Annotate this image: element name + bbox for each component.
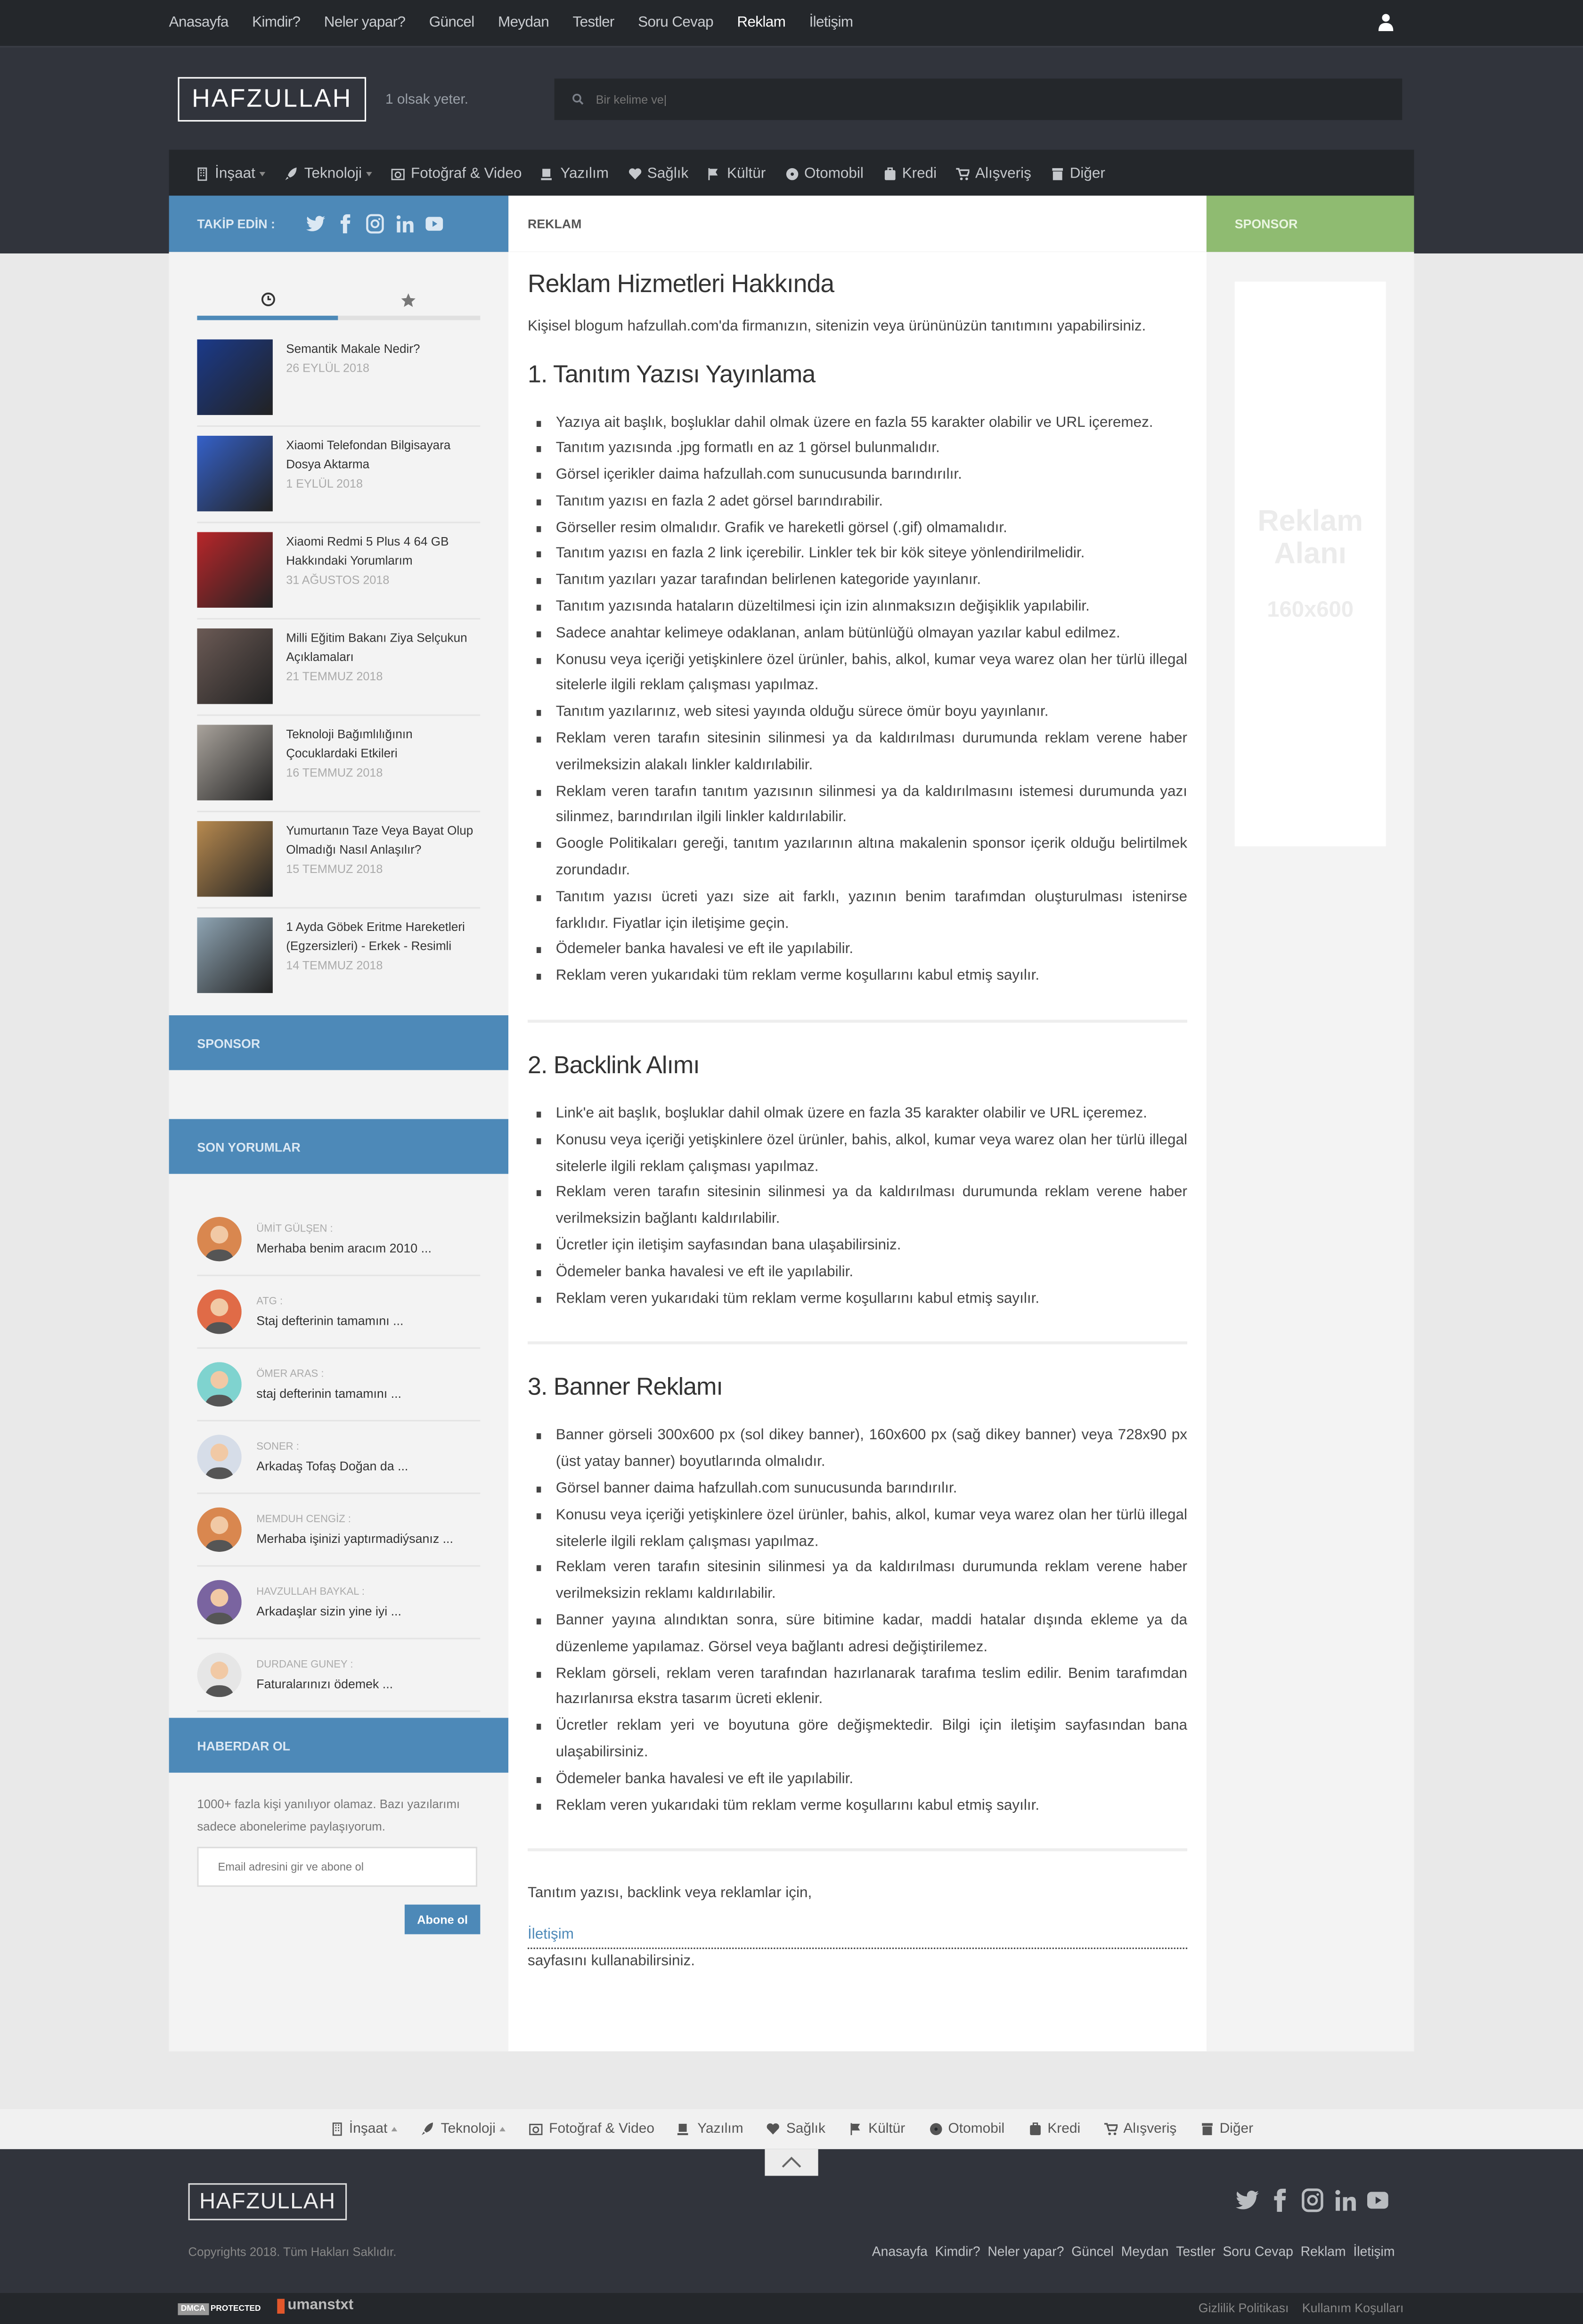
list-item: Banner görseli 300x600 px (sol dikey banner), 160x600 px (sağ dikey banner) veya 728x90 px (üst yatay banner) boyutlarında olmalıdır. bbox=[528, 1424, 1187, 1476]
footer-social-links bbox=[1235, 2188, 1390, 2213]
rocket-icon bbox=[422, 2122, 435, 2136]
ad-size: 160x600 bbox=[1267, 597, 1354, 623]
list-item: Ücretler için iletişim sayfasından bana ulaşabilirsiniz. bbox=[528, 1233, 1187, 1260]
article-section bbox=[528, 361, 1187, 990]
post-date: 21 TEMMUZ 2018 bbox=[286, 670, 383, 684]
newsletter-text: 1000+ fazla kişi yanılıyor olamaz. Bazı yazılarımı sadece abonelerime paylaşıyorum. bbox=[197, 1798, 460, 1834]
newsletter-title: HABERDAR OL bbox=[197, 1737, 291, 1753]
category-building[interactable] bbox=[330, 2121, 398, 2137]
right-sidebar bbox=[1207, 252, 1414, 2051]
category-label: Teknoloji bbox=[441, 2121, 496, 2137]
post-list-item[interactable] bbox=[197, 436, 480, 523]
comment-excerpt[interactable]: Merhaba benim aracım 2010 ... bbox=[256, 1239, 432, 1255]
list-item: Tanıtım yazısında .jpg formatlı en az 1 görsel bulunmalıdır. bbox=[528, 436, 1187, 463]
caret-up-icon bbox=[500, 2127, 506, 2131]
category-coffee[interactable] bbox=[541, 165, 608, 182]
camera-icon bbox=[392, 167, 405, 180]
section-divider bbox=[528, 1342, 1187, 1345]
comment-item[interactable] bbox=[197, 1213, 480, 1276]
list-item: Görseller resim olmalıdır. Grafik ve hareketli görsel (.gif) olmamalıdır. bbox=[528, 515, 1187, 542]
article-section bbox=[528, 1342, 1187, 1851]
coffee-icon bbox=[678, 2122, 691, 2136]
dashboard-icon bbox=[785, 167, 798, 180]
section-divider bbox=[528, 1849, 1187, 1851]
post-thumbnail[interactable] bbox=[197, 339, 272, 415]
footer-category-nav bbox=[0, 2109, 1583, 2149]
tab-popular[interactable] bbox=[338, 285, 479, 314]
post-date: 26 EYLÜL 2018 bbox=[286, 361, 370, 375]
comment-author: ATG : bbox=[256, 1296, 283, 1307]
comment-author: DURDANE GUNEY : bbox=[256, 1659, 353, 1670]
list-item: Reklam görseli, reklam veren tarafından hazırlanarak tarafıma teslim edilir. Benim tarafımdan hazırlanırsa ekstra tasarım ücreti eklenir. bbox=[528, 1661, 1187, 1713]
category-heart[interactable] bbox=[767, 2121, 825, 2137]
category-label: Sağlık bbox=[786, 2121, 825, 2137]
comment-author: SONER : bbox=[256, 1441, 299, 1452]
youtube-icon[interactable] bbox=[423, 213, 444, 234]
avatar bbox=[197, 1580, 241, 1624]
post-thumbnail[interactable] bbox=[197, 532, 272, 607]
search-input[interactable] bbox=[593, 91, 1340, 107]
list-item: Ücretler reklam yeri ve boyutuna göre değişmektedir. Bilgi için iletişim sayfasından bana ulaşabilirsiniz. bbox=[528, 1713, 1187, 1766]
top-nav-item[interactable]: Güncel bbox=[429, 15, 474, 32]
post-list-item[interactable] bbox=[197, 628, 480, 716]
building-icon bbox=[196, 167, 209, 180]
category-flag[interactable] bbox=[849, 2121, 905, 2137]
section-heading: 2. Backlink Alımı bbox=[528, 1052, 700, 1079]
category-label: Fotoğraf & Video bbox=[411, 165, 522, 182]
contact-link[interactable]: İletişim bbox=[528, 1923, 1187, 1950]
list-item: Ödemeler banka havalesi ve eft ile yapılabilir. bbox=[528, 938, 1187, 964]
subscribe-button[interactable]: Abone ol bbox=[405, 1905, 480, 1934]
list-item: Ödemeler banka havalesi ve eft ile yapılabilir. bbox=[528, 1766, 1187, 1793]
article bbox=[528, 264, 1187, 1975]
category-dashboard[interactable] bbox=[785, 165, 864, 182]
ad-placeholder-160x600[interactable] bbox=[1235, 282, 1386, 847]
dmca-badge[interactable] bbox=[178, 2300, 261, 2317]
category-label: Sağlık bbox=[647, 165, 689, 182]
category-archive[interactable] bbox=[1200, 2121, 1253, 2137]
category-cart[interactable] bbox=[956, 165, 1031, 182]
avatar bbox=[197, 1508, 241, 1552]
post-list-item[interactable] bbox=[197, 821, 480, 909]
category-label: Kredi bbox=[1047, 2121, 1081, 2137]
post-title[interactable]: Xiaomi Redmi 5 Plus 4 64 GB Hakkındaki Yorumlarım bbox=[286, 533, 449, 568]
flag-icon bbox=[849, 2122, 862, 2136]
category-dashboard[interactable] bbox=[929, 2121, 1005, 2137]
post-list-item[interactable] bbox=[197, 917, 480, 1003]
comment-item[interactable] bbox=[197, 1285, 480, 1349]
search-icon bbox=[572, 93, 584, 105]
briefcase-icon bbox=[883, 167, 896, 180]
top-bar bbox=[0, 0, 1583, 46]
caret-down-icon bbox=[367, 171, 373, 175]
caret-down-icon bbox=[260, 171, 266, 175]
top-nav-item[interactable]: Anasayfa bbox=[169, 15, 228, 32]
coffee-icon bbox=[541, 167, 554, 180]
breadcrumb-current: REKLAM bbox=[528, 216, 582, 231]
archive-icon bbox=[1200, 2122, 1214, 2136]
comment-excerpt[interactable]: Staj defterinin tamamını ... bbox=[256, 1312, 404, 1328]
social-links bbox=[305, 213, 444, 234]
comment-author: HAVZULLAH BAYKAL : bbox=[256, 1586, 365, 1597]
list-item: Tanıtım yazısı en fazla 2 adet görsel barındırabilir. bbox=[528, 489, 1187, 515]
ad-label: Reklam Alanı bbox=[1257, 505, 1363, 571]
footer-link[interactable]: Meydan bbox=[1121, 2244, 1169, 2259]
category-coffee[interactable] bbox=[678, 2121, 743, 2137]
top-nav-item[interactable]: Soru Cevap bbox=[638, 15, 714, 32]
heart-icon bbox=[767, 2122, 780, 2136]
comment-excerpt[interactable]: staj defterinin tamamını ... bbox=[256, 1385, 401, 1400]
comment-author: ÖMER ARAS : bbox=[256, 1369, 324, 1379]
footer-link[interactable]: İletişim bbox=[1353, 2244, 1395, 2259]
list-item: Reklam veren yukarıdaki tüm reklam verme koşullarını kabul etmiş sayılır. bbox=[528, 1793, 1187, 1819]
category-label: Kültür bbox=[727, 165, 766, 182]
tab-recent[interactable] bbox=[197, 285, 338, 314]
rocket-icon bbox=[285, 167, 298, 180]
newsletter-header bbox=[169, 1718, 508, 1772]
sponsor-title: SPONSOR bbox=[1234, 216, 1298, 231]
post-thumbnail[interactable] bbox=[197, 628, 272, 704]
footer-link[interactable]: Reklam bbox=[1300, 2244, 1346, 2259]
comment-item[interactable] bbox=[197, 1358, 480, 1421]
category-label: İnşaat bbox=[215, 165, 255, 182]
follow-bar bbox=[169, 196, 508, 252]
avatar bbox=[197, 1289, 241, 1334]
list-item: Reklam veren tarafın sitesinin silinmesi ya da kaldırılması durumunda reklam verene haber verilmeksizin bağlantı kaldırılabilir. bbox=[528, 1181, 1187, 1233]
list-item: Konusu veya içeriği yetişkinlere özel ürünler, bahis, alkol, kumar veya warez olan her türlü illegal sitelerle ilgili reklam çalışması yapılmaz. bbox=[528, 1503, 1187, 1556]
post-list-item[interactable] bbox=[197, 725, 480, 812]
clock-icon bbox=[260, 292, 275, 307]
dmca-protected-label: PROTECTED bbox=[210, 2304, 261, 2313]
list-item: Yazıya ait başlık, boşluklar dahil olmak üzere en fazla 55 karakter olabilir ve URL içeremez. bbox=[528, 410, 1187, 436]
camera-icon bbox=[530, 2122, 543, 2136]
post-title[interactable]: Semantik Makale Nedir? bbox=[286, 341, 420, 356]
category-label: Otomobil bbox=[948, 2121, 1005, 2137]
category-rocket[interactable] bbox=[422, 2121, 506, 2137]
list-item: Tanıtım yazısı ücreti yazı size ait farklı, yazının benim tarafımdan oluşturulması istenirse farklıdır. Fiyatlar için iletişime geçin. bbox=[528, 885, 1187, 938]
post-thumbnail[interactable] bbox=[197, 436, 272, 511]
category-building[interactable] bbox=[196, 165, 266, 182]
facebook-icon[interactable] bbox=[335, 213, 355, 234]
caret-up-icon bbox=[392, 2127, 398, 2131]
list-item: Görsel içerikler daima hafzullah.com sunucusunda barındırılır. bbox=[528, 463, 1187, 489]
list-item: Banner yayına alındıktan sonra, süre bitimine kadar, maddi hatalar dışında ekleme ya da düzenleme yapılamaz. Görsel veya bağlantı adresi değiştirilemez. bbox=[528, 1608, 1187, 1661]
article-outro bbox=[528, 1882, 1187, 1975]
copyright: Copyrights 2018. Tüm Hakları Saklıdır. bbox=[188, 2245, 397, 2259]
post-date: 14 TEMMUZ 2018 bbox=[286, 959, 383, 972]
dmca-label: DMCA bbox=[178, 2302, 208, 2314]
instagram-icon[interactable] bbox=[1300, 2188, 1325, 2213]
star-icon bbox=[400, 291, 416, 308]
main-content bbox=[508, 252, 1207, 2051]
post-title[interactable]: Yumurtanın Taze Veya Bayat Olup Olmadığı Nasıl Anlaşılır? bbox=[286, 823, 473, 857]
avatar bbox=[197, 1653, 241, 1697]
category-briefcase[interactable] bbox=[883, 165, 937, 182]
cart-icon bbox=[1104, 2122, 1118, 2136]
list-item: Konusu veya içeriği yetişkinlere özel ürünler, bahis, alkol, kumar veya warez olan her türlü illegal sitelerle ilgili reklam çalışması yapılmaz. bbox=[528, 647, 1187, 700]
footer-links bbox=[872, 2244, 1395, 2259]
top-nav bbox=[169, 15, 877, 31]
legal-link[interactable]: Gizlilik Politikası bbox=[1198, 2300, 1289, 2316]
site-tagline: 1 olsak yeter. bbox=[385, 92, 469, 108]
comment-item[interactable] bbox=[197, 1648, 480, 1712]
footer-logo[interactable]: HAFZULLAH bbox=[188, 2183, 347, 2220]
bottom-bar bbox=[0, 2293, 1583, 2324]
back-to-top-button[interactable] bbox=[765, 2149, 818, 2176]
list-item: Tanıtım yazısı en fazla 2 link içerebilir. Linkler tek bir kök siteye yönlendirilmelidir. bbox=[528, 542, 1187, 568]
outro-text-2: sayfasını kullanabilirsiniz. bbox=[528, 1954, 695, 1971]
category-label: İnşaat bbox=[349, 2121, 388, 2137]
list-item: Reklam veren tarafın tanıtım yazısının silinmesi ya da kaldırılmasını istemesi durumunda yazı silinmez, barındırılan ilgili linkler kaldırılabilir. bbox=[528, 779, 1187, 832]
tab-indicator bbox=[197, 316, 480, 320]
outro-text: Tanıtım yazısı, backlink veya reklamlar için, bbox=[528, 1885, 812, 1902]
category-heart[interactable] bbox=[628, 165, 688, 182]
section-heading: 3. Banner Reklamı bbox=[528, 1374, 723, 1402]
search-box[interactable] bbox=[555, 79, 1403, 120]
list-item: Link'e ait başlık, boşluklar dahil olmak üzere en fazla 35 karakter olabilir ve URL içeremez. bbox=[528, 1101, 1187, 1128]
list-item: Tanıtım yazıları yazar tarafından belirlenen kategoride yayınlanır. bbox=[528, 568, 1187, 595]
list-item: Reklam veren yukarıdaki tüm reklam verme koşullarını kabul etmiş sayılır. bbox=[528, 964, 1187, 990]
twitter-icon[interactable] bbox=[1235, 2188, 1260, 2213]
category-nav bbox=[169, 150, 1414, 197]
post-list-item[interactable] bbox=[197, 532, 480, 620]
building-icon bbox=[330, 2122, 343, 2136]
post-thumbnail[interactable] bbox=[197, 725, 272, 800]
top-nav-item[interactable]: Testler bbox=[572, 15, 614, 32]
linkedin-icon[interactable] bbox=[1332, 2188, 1357, 2213]
instagram-icon[interactable] bbox=[364, 213, 385, 234]
list-item: Tanıtım yazılarınız, web sitesi yayında olduğu sürece ömür boyu yayınlanır. bbox=[528, 700, 1187, 726]
top-nav-item[interactable]: Reklam bbox=[737, 15, 786, 32]
briefcase-icon bbox=[1028, 2122, 1041, 2136]
youtube-icon[interactable] bbox=[1365, 2188, 1390, 2213]
post-date: 31 AĞUSTOS 2018 bbox=[286, 573, 390, 587]
comment-item[interactable] bbox=[197, 1430, 480, 1494]
category-label: Otomobil bbox=[804, 165, 864, 182]
category-label: Yazılım bbox=[697, 2121, 743, 2137]
dashboard-icon bbox=[929, 2122, 942, 2136]
category-label: Kültür bbox=[868, 2121, 906, 2137]
category-label: Diğer bbox=[1219, 2121, 1254, 2137]
comment-excerpt[interactable]: Merhaba işinizi yaptırmadiýsanız ... bbox=[256, 1530, 453, 1545]
flag-icon bbox=[708, 167, 721, 180]
left-sidebar bbox=[169, 252, 508, 2051]
post-thumbnail[interactable] bbox=[197, 917, 272, 993]
post-date: 15 TEMMUZ 2018 bbox=[286, 863, 383, 876]
footer-link[interactable]: Soru Cevap bbox=[1223, 2244, 1293, 2259]
post-thumbnail[interactable] bbox=[197, 821, 272, 897]
comment-excerpt[interactable]: Arkadaş Tofaş Doğan da ... bbox=[256, 1458, 408, 1473]
avatar bbox=[197, 1362, 241, 1406]
category-label: Alışveriş bbox=[1123, 2121, 1177, 2137]
cart-icon bbox=[956, 167, 969, 180]
top-nav-item[interactable]: Neler yapar? bbox=[324, 15, 406, 32]
category-label: Fotoğraf & Video bbox=[549, 2121, 654, 2137]
category-rocket[interactable] bbox=[285, 165, 372, 182]
section-heading: 1. Tanıtım Yazısı Yayınlama bbox=[528, 361, 816, 388]
category-camera[interactable] bbox=[392, 165, 522, 182]
sponsor-header-left bbox=[169, 1015, 508, 1070]
post-date: 16 TEMMUZ 2018 bbox=[286, 766, 383, 780]
post-title[interactable]: Milli Eğitim Bakanı Ziya Selçukun Açıklamaları bbox=[286, 630, 467, 664]
list-item: Ödemeler banka havalesi ve eft ile yapılabilir. bbox=[528, 1260, 1187, 1286]
sponsor-header-right bbox=[1207, 196, 1414, 252]
article-intro: Kişisel blogum hafzullah.com'da firmanızın, sitenizin veya ürününüzün tanıtımını yapabilirsiniz. bbox=[528, 318, 1146, 335]
site-footer bbox=[0, 2149, 1583, 2293]
user-icon[interactable] bbox=[1379, 13, 1393, 31]
heart-icon bbox=[628, 167, 641, 180]
list-item: Reklam veren yukarıdaki tüm reklam verme koşullarını kabul etmiş sayılır. bbox=[528, 1286, 1187, 1313]
legal-link[interactable]: Kullanım Koşulları bbox=[1302, 2300, 1404, 2316]
post-title[interactable]: Xiaomi Telefondan Bilgisayara Dosya Aktarma bbox=[286, 437, 451, 472]
category-label: Alışveriş bbox=[975, 165, 1031, 182]
top-nav-item[interactable]: Meydan bbox=[498, 15, 549, 32]
category-label: Diğer bbox=[1069, 165, 1105, 182]
list-item: Konusu veya içeriği yetişkinlere özel ürünler, bahis, alkol, kumar veya warez olan her türlü illegal sitelerle ilgili reklam çalışması yapılmaz. bbox=[528, 1128, 1187, 1181]
list-item: Görsel banner daima hafzullah.com sunucusunda barındırılır. bbox=[528, 1476, 1187, 1503]
post-title[interactable]: Teknoloji Bağımlılığının Çocuklardaki Etkileri bbox=[286, 726, 413, 760]
comment-author: MEMDUH CENGİZ : bbox=[256, 1514, 351, 1525]
post-title[interactable]: 1 Ayda Göbek Eritme Hareketleri (Egzersizleri) - Erkek - Resimli bbox=[286, 919, 465, 953]
sponsor-left-title: SPONSOR bbox=[197, 1035, 261, 1051]
post-date: 1 EYLÜL 2018 bbox=[286, 477, 363, 491]
rules-list bbox=[528, 1101, 1187, 1313]
linkedin-icon[interactable] bbox=[394, 213, 415, 234]
category-flag[interactable] bbox=[708, 165, 766, 182]
category-label: Yazılım bbox=[560, 165, 609, 182]
footer-link[interactable]: Güncel bbox=[1071, 2244, 1114, 2259]
chevron-up-icon bbox=[781, 2157, 802, 2169]
comments-header bbox=[169, 1119, 508, 1174]
post-list-item[interactable] bbox=[197, 339, 480, 427]
site-logo[interactable]: HAFZULLAH bbox=[178, 77, 367, 122]
footer-link[interactable]: Anasayfa bbox=[872, 2244, 928, 2259]
list-item: Reklam veren tarafın sitesinin silinmesi ya da kaldırılması durumunda reklam verene haber verilmeksizin alakalı linkler kaldırılabilir. bbox=[528, 726, 1187, 779]
article-section bbox=[528, 1020, 1187, 1313]
rules-list bbox=[528, 1424, 1187, 1819]
list-item: Reklam veren tarafın sitesinin silinmesi ya da kaldırılması durumunda reklam verene haber verilmeksizin reklamı kaldırılabilir. bbox=[528, 1555, 1187, 1608]
comment-excerpt[interactable]: Faturalarınızı ödemek ... bbox=[256, 1675, 393, 1691]
category-camera[interactable] bbox=[530, 2121, 654, 2137]
email-field[interactable] bbox=[197, 1847, 477, 1887]
comment-author: ÜMİT GÜLŞEN : bbox=[256, 1223, 333, 1234]
comment-item[interactable] bbox=[197, 1575, 480, 1639]
avatar bbox=[197, 1435, 241, 1479]
list-item: Sadece anahtar kelimeye odaklanan, anlam bütünlüğü olmayan yazılar kabul edilmez. bbox=[528, 621, 1187, 647]
top-nav-item[interactable]: İletişim bbox=[809, 15, 853, 32]
category-label: Kredi bbox=[902, 165, 937, 182]
top-nav-item[interactable]: Kimdir? bbox=[252, 15, 301, 32]
post-tabs bbox=[197, 285, 480, 320]
avatar bbox=[197, 1217, 241, 1261]
category-cart[interactable] bbox=[1104, 2121, 1177, 2137]
legal-links bbox=[1199, 2300, 1404, 2315]
footer-link[interactable]: Kimdir? bbox=[935, 2244, 980, 2259]
section-divider bbox=[528, 1020, 1187, 1023]
category-briefcase[interactable] bbox=[1028, 2121, 1080, 2137]
comments-title: SON YORUMLAR bbox=[197, 1139, 301, 1154]
comment-excerpt[interactable]: Arkadaşlar sizin yine iyi ... bbox=[256, 1603, 401, 1618]
humanstxt-badge[interactable] bbox=[277, 2297, 353, 2314]
rules-list bbox=[528, 410, 1187, 990]
list-item: Tanıtım yazısında hataların düzeltilmesi için izin alınmaksızın değişiklik yapılabilir. bbox=[528, 595, 1187, 621]
breadcrumb bbox=[508, 196, 1207, 252]
category-label: Teknoloji bbox=[304, 165, 362, 182]
humans-label: umanstxt bbox=[287, 2297, 354, 2314]
footer-link[interactable]: Neler yapar? bbox=[987, 2244, 1064, 2259]
follow-label: TAKİP EDİN : bbox=[197, 216, 275, 231]
twitter-icon[interactable] bbox=[305, 213, 326, 234]
list-item: Google Politikaları gereği, tanıtım yazılarının altına makalenin sponsor içerik olduğu belirtilmek zorundadır. bbox=[528, 832, 1187, 885]
recent-comments-list bbox=[197, 1204, 480, 1783]
page-title: Reklam Hizmetleri Hakkında bbox=[528, 269, 834, 298]
comment-item[interactable] bbox=[197, 1503, 480, 1566]
archive-icon bbox=[1051, 167, 1064, 180]
facebook-icon[interactable] bbox=[1267, 2188, 1292, 2213]
footer-link[interactable]: Testler bbox=[1176, 2244, 1216, 2259]
recent-posts-list bbox=[197, 339, 480, 1012]
category-archive[interactable] bbox=[1051, 165, 1105, 182]
